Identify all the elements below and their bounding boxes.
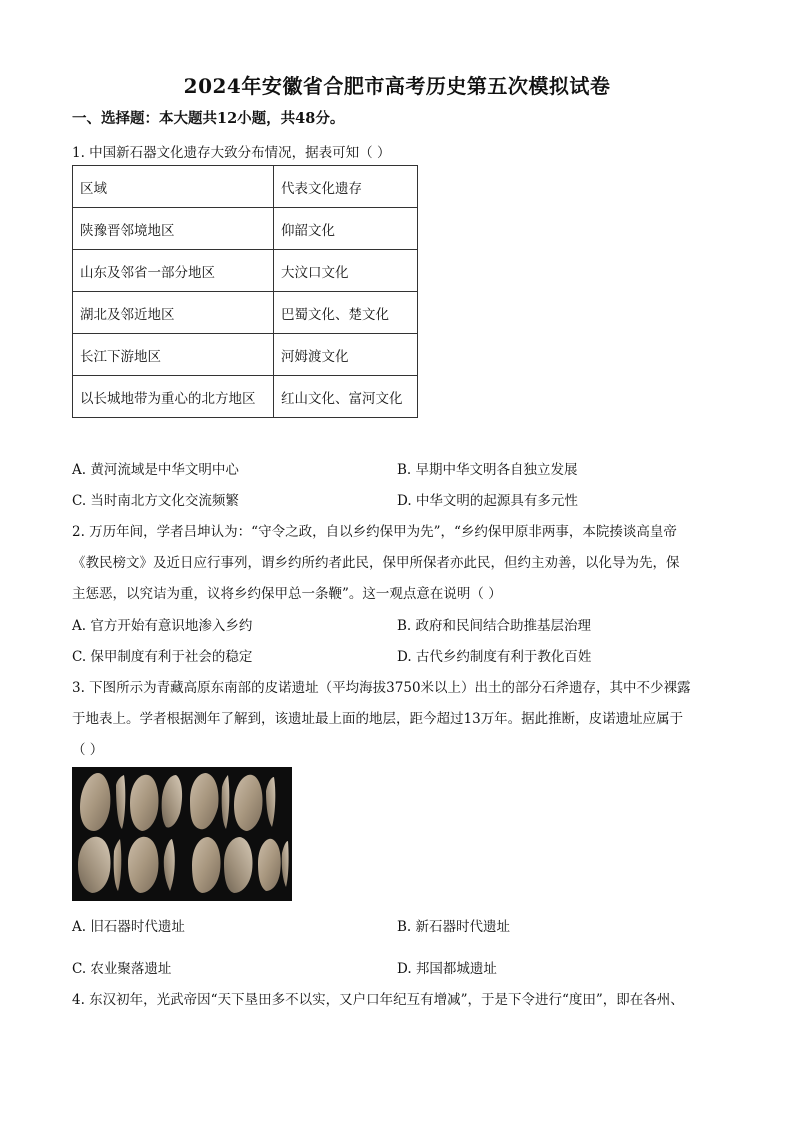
- table-cell: 河姆渡文化: [274, 334, 418, 376]
- q3-option-a[interactable]: A. 旧石器时代遗址: [72, 919, 185, 935]
- table-row: [73, 166, 418, 208]
- table-cell: 长江下游地区: [73, 334, 274, 376]
- question-4-line: 4. 东汉初年，光武帝因“天下垦田多不以实，又户口年纪互有增减”，于是下令进行“度田”，即在各州、: [72, 992, 684, 1008]
- stone-axe-photo: [72, 767, 292, 901]
- q1-option-c[interactable]: C. 当时南北方文化交流频繁: [72, 493, 239, 509]
- question-3-line: 于地表上。学者根据测年了解到，该遗址最上面的地层，距今超过13万年。据此推断，皮诺遗址应属于: [72, 711, 684, 727]
- q2-option-c[interactable]: C. 保甲制度有利于社会的稳定: [72, 649, 253, 665]
- table-cell: 红山文化、富河文化: [274, 376, 418, 418]
- q2-option-d[interactable]: D. 古代乡约制度有利于教化百姓: [397, 649, 592, 665]
- q3-option-b[interactable]: B. 新石器时代遗址: [397, 919, 511, 935]
- table-cell: 以长城地带为重心的北方地区: [73, 376, 274, 418]
- table-row: [73, 292, 418, 334]
- q1-option-d[interactable]: D. 中华文明的起源具有多元性: [397, 493, 578, 509]
- table-row: [73, 250, 418, 292]
- q2-option-a[interactable]: A. 官方开始有意识地渗入乡约: [72, 618, 253, 634]
- table-cell: 大汶口文化: [274, 250, 418, 292]
- table-row: [73, 376, 418, 418]
- table-row: [73, 334, 418, 376]
- section-heading: 一、选择题：本大题共12小题，共48分。: [72, 110, 345, 127]
- table-cell: 区域: [73, 166, 274, 208]
- table-cell: 巴蜀文化、楚文化: [274, 292, 418, 334]
- table-cell: 仰韶文化: [274, 208, 418, 250]
- q3-option-c[interactable]: C. 农业聚落遗址: [72, 961, 172, 977]
- question-1-stem: 1. 中国新石器文化遗存大致分布情况，据表可知（ ）: [72, 145, 391, 161]
- q1-option-a[interactable]: A. 黄河流域是中华文明中心: [72, 462, 239, 478]
- table-cell: 陕豫晋邻境地区: [73, 208, 274, 250]
- page-title: 2024年安徽省合肥市高考历史第五次模拟试卷: [183, 74, 611, 98]
- table-cell: 湖北及邻近地区: [73, 292, 274, 334]
- table-cell: 代表文化遗存: [274, 166, 418, 208]
- question-2-line: 主惩恶，以究诘为重，议将乡约保甲总一条鞭”。这一观点意在说明（ ）: [72, 586, 502, 602]
- table-cell: 山东及邻省一部分地区: [73, 250, 274, 292]
- stone-axe-illustration: [72, 767, 292, 901]
- q1-option-b[interactable]: B. 早期中华文明各自独立发展: [397, 462, 578, 478]
- question-3-line: 3. 下图所示为青藏高原东南部的皮诺遗址（平均海拔3750米以上）出土的部分石斧遗存，其中不少裸露: [72, 680, 691, 696]
- question-3-line: （ ）: [72, 742, 104, 758]
- question-2-line: 《教民榜文》及近日应行事列，谓乡约所约者此民，保甲所保者亦此民，但约主劝善，以化导为先，保: [72, 555, 680, 571]
- question-2-line: 2. 万历年间，学者吕坤认为：“守令之政，自以乡约保甲为先”，“乡约保甲原非两事，本院揍谈高皇帝: [72, 524, 677, 540]
- table-row: [73, 208, 418, 250]
- q2-option-b[interactable]: B. 政府和民间结合助推基层治理: [397, 618, 592, 634]
- q3-option-d[interactable]: D. 邦国都城遗址: [397, 961, 497, 977]
- culture-distribution-table: [72, 165, 418, 418]
